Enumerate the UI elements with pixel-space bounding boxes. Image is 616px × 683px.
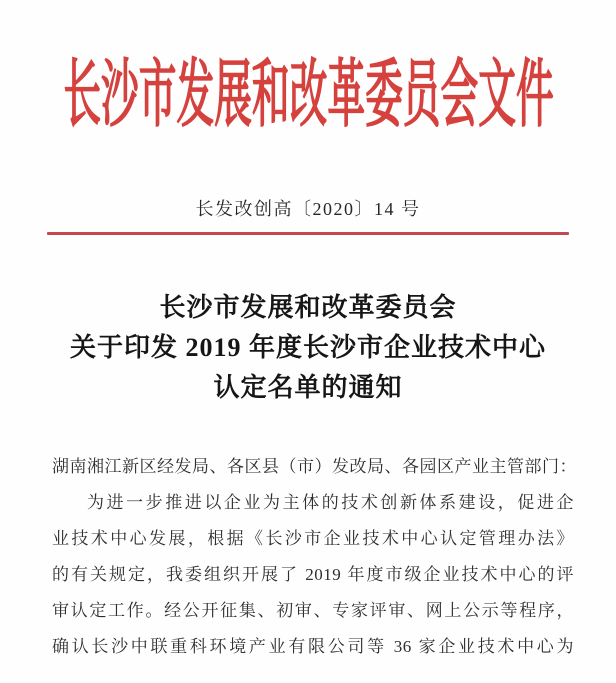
document-title — [0, 288, 616, 408]
letterhead-banner — [0, 35, 616, 136]
body-line-6: 确认长沙中联重科环境产业有限公司等 36 家企业技术中心为 — [52, 637, 574, 656]
body-line-2: 为进一步推进以企业为主体的技术创新体系建设，促进企 — [87, 493, 574, 512]
document-title-line-3: 认定名单的通知 — [213, 373, 403, 402]
body-line-4: 的有关规定，我委组织开展了 2019 年度市级企业技术中心的评 — [52, 565, 574, 584]
red-divider-line — [47, 232, 569, 235]
body-line-3: 业技术中心发展，根据《长沙市企业技术中心认定管理办法》 — [52, 529, 574, 548]
document-number: 长发改创高〔2020〕14 号 — [195, 199, 421, 219]
salutation-line: 湖南湘江新区经发局、各区县（市）发改局、各园区产业主管部门： — [52, 457, 577, 476]
body-line-5: 审认定工作。经公开征集、初审、专家评审、网上公示等程序， — [52, 601, 574, 620]
agency-letterhead-title: 长沙市发展和改革委员会文件 — [62, 53, 554, 136]
document-body — [52, 449, 577, 665]
document-title-line-2: 关于印发 2019 年度长沙市企业技术中心 — [69, 333, 546, 362]
document-title-line-1: 长沙市发展和改革委员会 — [159, 293, 457, 322]
